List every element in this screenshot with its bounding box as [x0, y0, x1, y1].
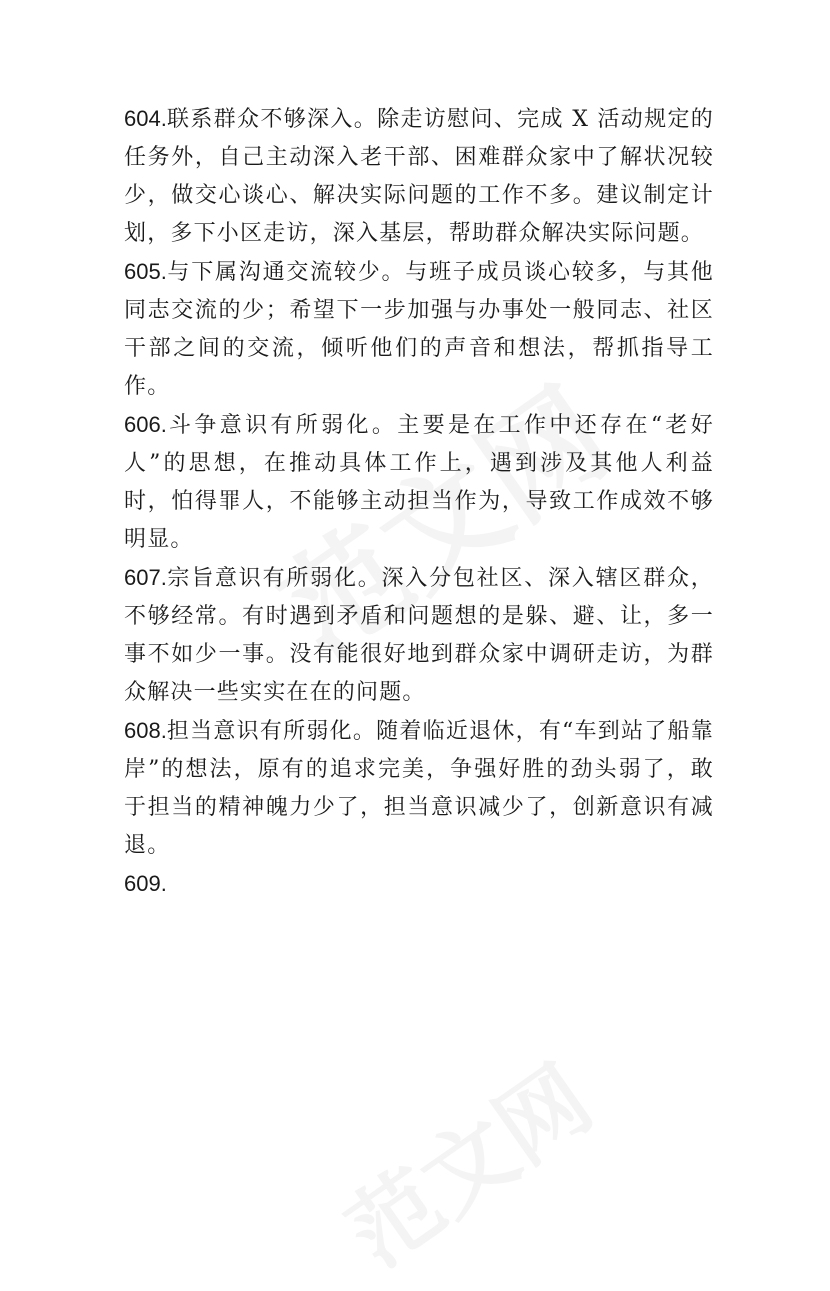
paragraph-text: 与下属沟通交流较少。与班子成员谈心较多，与其他同志交流的少；希望下一步加强与办事处一般同志、社区干部之间的交流，倾听他们的声音和想法，帮抓指导工作。: [124, 260, 714, 399]
watermark-bottom: [317, 1029, 613, 1290]
paragraph-text: 担当意识有所弱化。随着临近退休，有“车到站了船靠岸”的想法，原有的追求完美，争强好胜的劲头弱了，敢于担当的精神魄力少了，担当意识减少了，创新意识有减退。: [124, 719, 714, 858]
paragraph-text: 联系群众不够深入。除走访慰问、完成 X 活动规定的任务外，自己主动深入老干部、困难群众家中了解状况较少，做交心谈心、解决实际问题的工作不多。建议制定计划，多下小区走访，深入基层，帮助群众解决实际问题。: [124, 107, 714, 246]
paragraph-608: [124, 712, 714, 865]
paragraph-text: 宗旨意识有所弱化。深入分包社区、深入辖区群众，不够经常。有时遇到矛盾和问题想的是躲、避、让，多一事不如少一事。没有能很好地到群众家中调研走访，为群众解决一些实实在在的问题。: [124, 566, 714, 705]
item-number: 606.: [124, 412, 167, 437]
paragraph-606: [124, 406, 714, 559]
item-number: 604.: [124, 106, 167, 131]
item-number: 609.: [124, 871, 167, 896]
paragraph-609: [124, 865, 714, 904]
item-number: 605.: [124, 259, 167, 284]
document-body: [124, 100, 714, 904]
paragraph-607: [124, 559, 714, 712]
item-number: 607.: [124, 565, 167, 590]
paragraph-text: 斗争意识有所弱化。主要是在工作中还存在“老好人”的思想，在推动具体工作上，遇到涉及其他人利益时，怕得罪人，不能够主动担当作为，导致工作成效不够明显。: [124, 413, 714, 552]
paragraph-604: [124, 100, 714, 253]
paragraph-605: [124, 253, 714, 406]
item-number: 608.: [124, 718, 167, 743]
